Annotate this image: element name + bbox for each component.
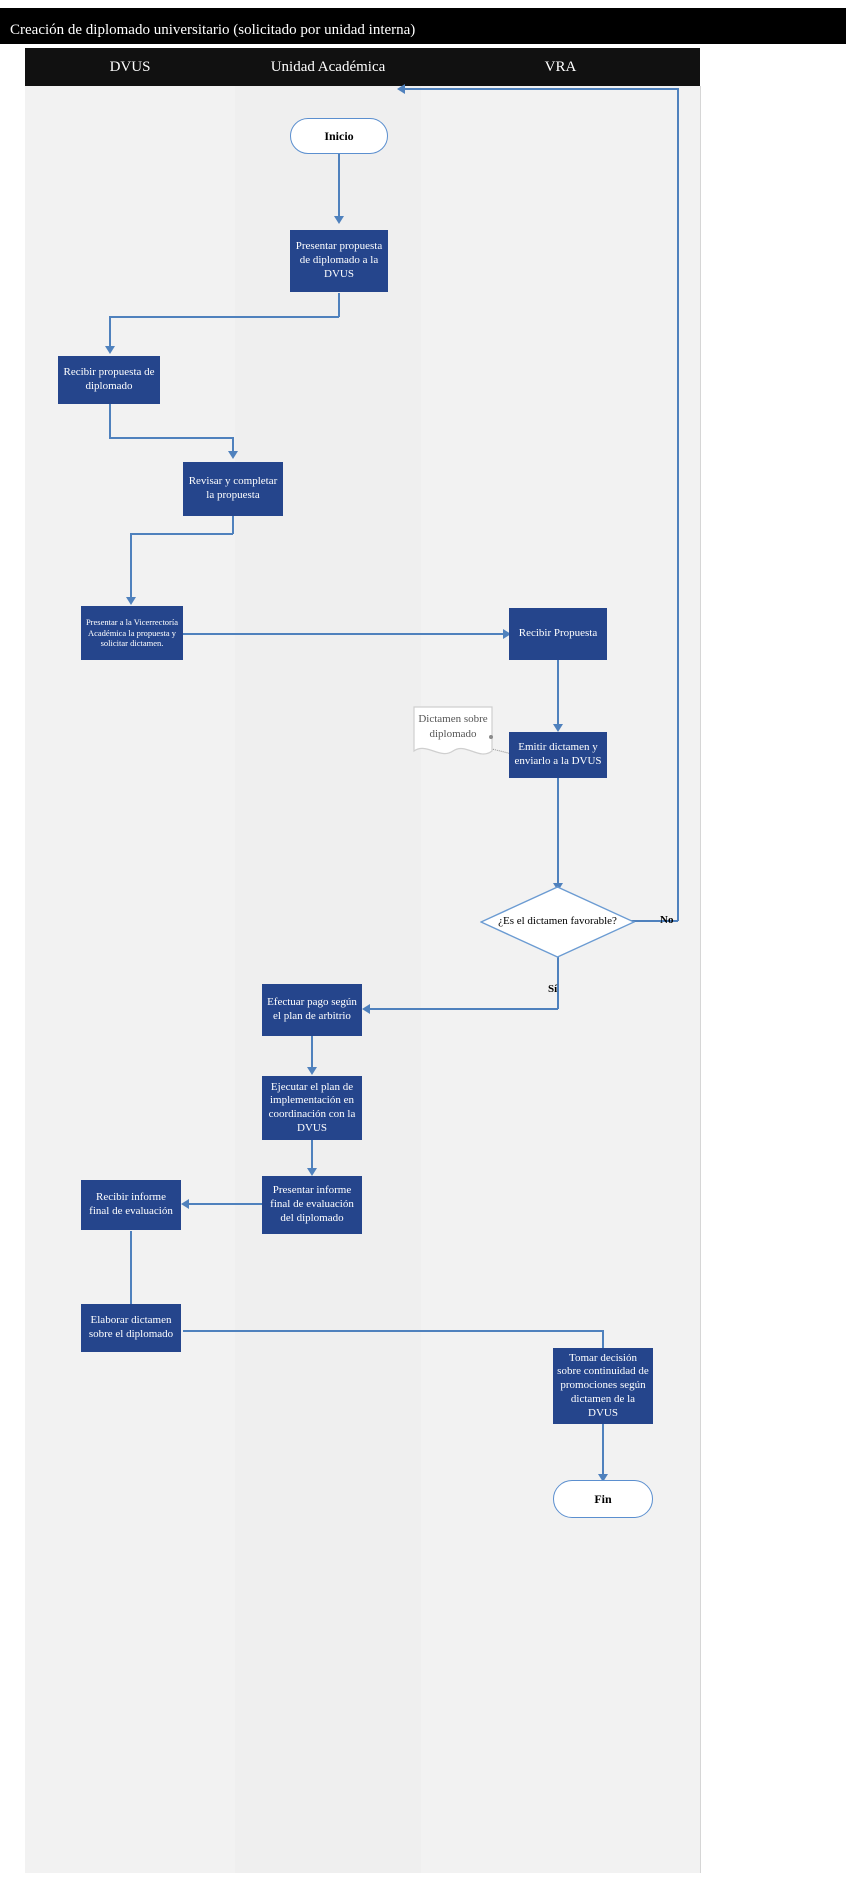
connector-revisar-to-presentarvra <box>130 533 132 601</box>
connector-recibir-right <box>109 437 233 439</box>
arrowhead-efectuar-pago <box>362 1004 370 1014</box>
connector-recibir-down <box>109 404 111 438</box>
node-presentar-informe-label: Presentar informe final de evaluación del diplomado <box>270 1184 354 1224</box>
connector-presentarvra-to-recibirvra <box>183 633 508 635</box>
node-fin-label: Fin <box>594 1491 612 1506</box>
note-dictamen-diplomado-label: Dictamen sobre diplomado <box>418 713 488 740</box>
node-revisar-completar-label: Revisar y completar la propuesta <box>188 475 278 501</box>
connector-pago-to-ejecutar <box>311 1036 313 1071</box>
node-tomar-decision-label: Tomar decisión sobre continuidad de promociones según dictamen de la DVUS <box>557 1351 649 1419</box>
lane-header-dvus-label: DVUS <box>109 58 151 75</box>
node-recibir-propuesta-vra[interactable] <box>509 608 607 660</box>
connector-si-left <box>368 1008 558 1010</box>
node-efectuar-pago-label: Efectuar pago según el plan de arbitrio <box>267 996 357 1022</box>
node-ejecutar-plan-label: Ejecutar el plan de implementación en coordinación con la DVUS <box>268 1080 356 1134</box>
node-elaborar-dictamen[interactable] <box>81 1304 181 1352</box>
connector-start-to-presentar <box>338 153 340 218</box>
connector-no-to-start <box>403 88 678 90</box>
lane-header-vra <box>421 48 701 86</box>
node-recibir-propuesta-vra-label: Recibir Propuesta <box>518 627 598 640</box>
node-elaborar-dictamen-label: Elaborar dictamen sobre el diplomado <box>88 1314 174 1340</box>
node-recibir-informe[interactable] <box>81 1180 181 1230</box>
lane-header-unidad-academica <box>235 48 422 86</box>
lane-body-vra <box>421 86 701 1873</box>
arrowhead-recibir-informe <box>181 1199 189 1209</box>
node-recibir-propuesta[interactable] <box>58 356 160 404</box>
connector-recibirvra-to-emitir <box>557 660 559 728</box>
node-emitir-dictamen-label: Emitir dictamen y enviarlo a la DVUS <box>514 741 602 767</box>
lane-body-unidad-academica <box>235 86 422 1873</box>
connector-elaborar-to-tomar <box>183 1330 603 1332</box>
node-recibir-propuesta-label: Recibir propuesta de diplomado <box>63 366 155 392</box>
connector-nota-dictamen-dot <box>489 735 493 739</box>
node-presentar-propuesta[interactable] <box>290 230 388 292</box>
node-fin[interactable] <box>553 1480 653 1518</box>
node-efectuar-pago[interactable] <box>262 984 362 1036</box>
lane-header-vra-label: VRA <box>544 58 577 75</box>
arrowhead-revisar <box>228 451 238 459</box>
arrowhead-ejecutar-plan <box>307 1067 317 1075</box>
lane-header-dvus <box>25 48 236 86</box>
connector-presentar-down <box>338 293 340 317</box>
node-presentar-propuesta-label: Presentar propuesta de diplomado a la DVUS <box>295 240 383 280</box>
node-inicio-label: Inicio <box>324 128 354 143</box>
connector-informe-to-recibir-informe <box>187 1203 267 1205</box>
lane-header-unidad-academica-label: Unidad Académica <box>270 58 386 75</box>
title-bar <box>0 8 846 44</box>
node-ejecutar-plan[interactable] <box>262 1076 362 1140</box>
node-tomar-decision[interactable] <box>553 1348 653 1424</box>
arrowhead-presentar-informe <box>307 1168 317 1176</box>
connector-no-up <box>677 88 679 921</box>
connector-emitir-to-decision <box>557 778 559 888</box>
arrowhead-emitir-dictamen <box>553 724 563 732</box>
node-emitir-dictamen[interactable] <box>509 732 607 778</box>
page-title: Creación de diplomado universitario (solicitado por unidad interna) <box>10 22 416 38</box>
node-decision-dictamen-favorable-label: ¿Es el dictamen favorable? <box>498 915 617 928</box>
node-presentar-vra-label: Presentar a la Vicerrectoría Académica la propuesta y solicitar dictamen. <box>85 617 179 649</box>
note-dictamen-diplomado <box>413 706 493 761</box>
node-revisar-completar[interactable] <box>183 462 283 516</box>
connector-tomar-to-fin <box>602 1422 604 1478</box>
edge-label-si: Sí <box>548 983 558 995</box>
diagram-canvas <box>25 48 835 1873</box>
connector-decision-si-down <box>557 956 559 1009</box>
arrowhead-presentar-vra <box>126 597 136 605</box>
connector-presentar-left <box>109 316 339 318</box>
node-decision-dictamen-favorable[interactable] <box>480 886 635 958</box>
connector-revisar-down <box>232 516 234 534</box>
arrowhead-presentar <box>334 216 344 224</box>
lane-body-dvus <box>25 86 236 1873</box>
edge-label-no: No <box>660 914 674 926</box>
node-recibir-informe-label: Recibir informe final de evaluación <box>89 1191 173 1217</box>
node-inicio[interactable] <box>290 118 388 154</box>
arrowhead-start-return <box>397 84 405 94</box>
arrowhead-recibir-propuesta <box>105 346 115 354</box>
node-presentar-vra[interactable] <box>81 606 183 660</box>
connector-presentar-to-recibir <box>109 316 111 350</box>
connector-revisar-left <box>130 533 233 535</box>
node-presentar-informe[interactable] <box>262 1176 362 1234</box>
